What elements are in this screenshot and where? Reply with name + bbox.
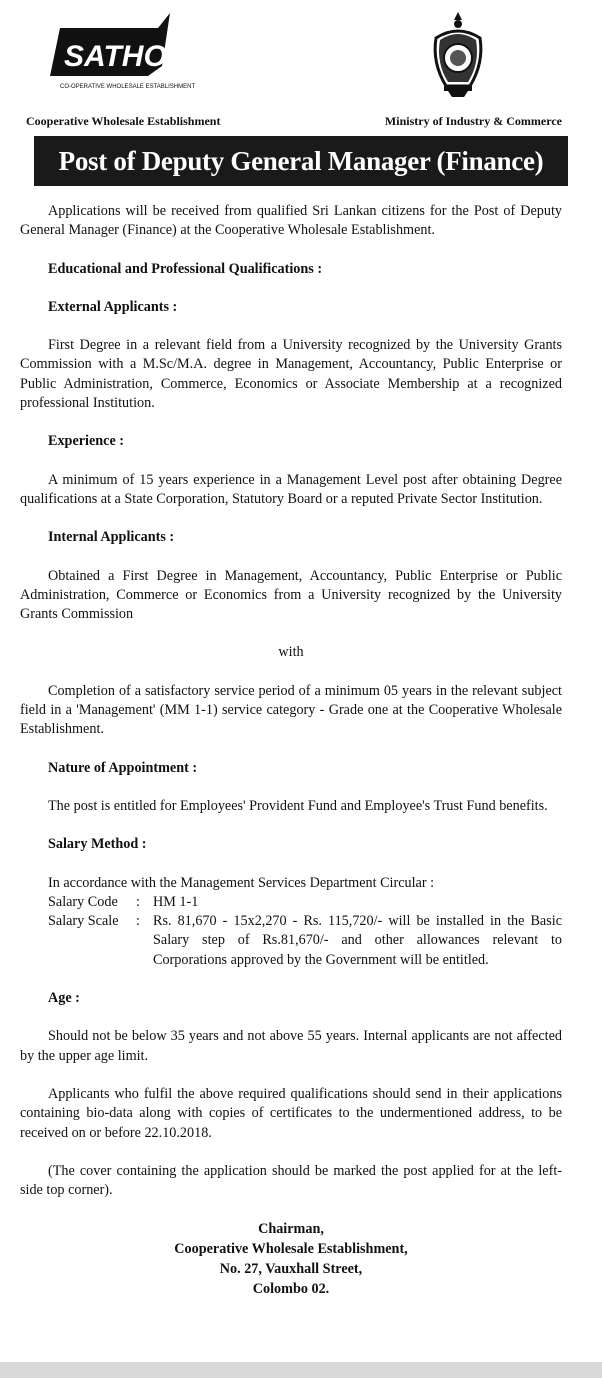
title-banner <box>34 136 568 186</box>
cover-paragraph: (The cover containing the application should be marked the post applied for at the left-side top corner). <box>20 1162 562 1199</box>
salary-code-label: Salary Code <box>48 893 118 910</box>
signature-line-1: Chairman, <box>258 1221 324 1238</box>
signature-line-2: Cooperative Wholesale Establishment, <box>174 1241 408 1258</box>
salary-scale-label: Salary Scale <box>48 913 119 930</box>
bottom-divider <box>0 1362 602 1378</box>
salary-heading: Salary Method : <box>48 836 147 853</box>
intro-paragraph: Applications will be received from qualified Sri Lankan citizens for the Post of Deputy General Manager (Finance) at the Cooperative Wholesale Establishment. <box>20 203 562 239</box>
page-title: Post of Deputy General Manager (Finance) <box>58 145 544 176</box>
internal-heading: Internal Applicants : <box>48 529 175 546</box>
salary-scale-colon: : <box>136 913 140 930</box>
signature-line-4: Colombo 02. <box>252 1281 330 1298</box>
salary-code-row <box>48 893 562 912</box>
experience-paragraph: A minimum of 15 years experience in a Management Level post after obtaining Degree qualifications at a State Corporation, Statutory Board or a reputed Private Sector Institution. <box>20 471 562 507</box>
advert-body <box>20 202 562 1299</box>
logo-subtext: CO-OPERATIVE WHOLESALE ESTABLISHMENT <box>60 84 196 90</box>
org-name-right: Ministry of Industry & Commerce <box>384 114 562 128</box>
signature-line-3: No. 27, Vauxhall Street, <box>219 1261 363 1278</box>
org-name-left: Cooperative Wholesale Establishment <box>26 114 221 128</box>
nature-heading: Nature of Appointment : <box>48 759 198 776</box>
age-heading: Age : <box>48 990 80 1007</box>
internal-paragraph-2: Completion of a satisfactory service period of a minimum 05 years in the relevant subject field in a 'Management' (MM 1-1) service category - Grade one at the Cooperative Wholesale Establishment. <box>20 682 562 738</box>
age-paragraph: Should not be below 35 years and not above 55 years. Internal applicants are not affected by the upper age limit. <box>20 1028 562 1064</box>
nature-paragraph: The post is entitled for Employees' Provident Fund and Employee's Trust Fund benefits. <box>48 797 548 814</box>
external-heading: External Applicants : <box>48 298 178 315</box>
sri-lanka-emblem-icon <box>426 8 490 98</box>
experience-heading: Experience : <box>48 433 125 450</box>
internal-paragraph: Obtained a First Degree in Management, Accountancy, Public Enterprise or Public Administration, Commerce or Economics from a University recognized by the University Grants Commission <box>20 567 562 623</box>
external-paragraph: First Degree in a relevant field from a University recognized by the University Grants Commission with a M.Sc/M.A. degree in Management, Accountancy, Public Enterprise or Public Administration, Commerce, Economics or Associate Membership at a recognized professional Institution. <box>20 337 562 412</box>
logo-text: SATHOSA <box>64 40 209 73</box>
salary-code-colon: : <box>136 893 140 910</box>
salary-intro: In accordance with the Management Services Department Circular : <box>48 874 435 891</box>
with-text: with <box>278 644 304 661</box>
salary-scale-row <box>48 912 562 970</box>
signature-block <box>20 1219 562 1299</box>
edu-heading: Educational and Professional Qualifications : <box>48 260 323 277</box>
sathosa-logo <box>30 8 209 103</box>
apply-paragraph: Applicants who fulfil the above required qualifications should send in their applications containing bio-data along with copies of certificates to the undermentioned address, to be received on or before 22.10.2018. <box>20 1085 562 1141</box>
salary-scale-value: Rs. 81,670 - 15x2,270 - Rs. 115,720/- will be installed in the Basic Salary step of Rs.81,670/- and other allowances relevant to Corporations approved by the Government will be entitled. <box>153 913 562 968</box>
salary-code-value: HM 1-1 <box>153 893 199 910</box>
